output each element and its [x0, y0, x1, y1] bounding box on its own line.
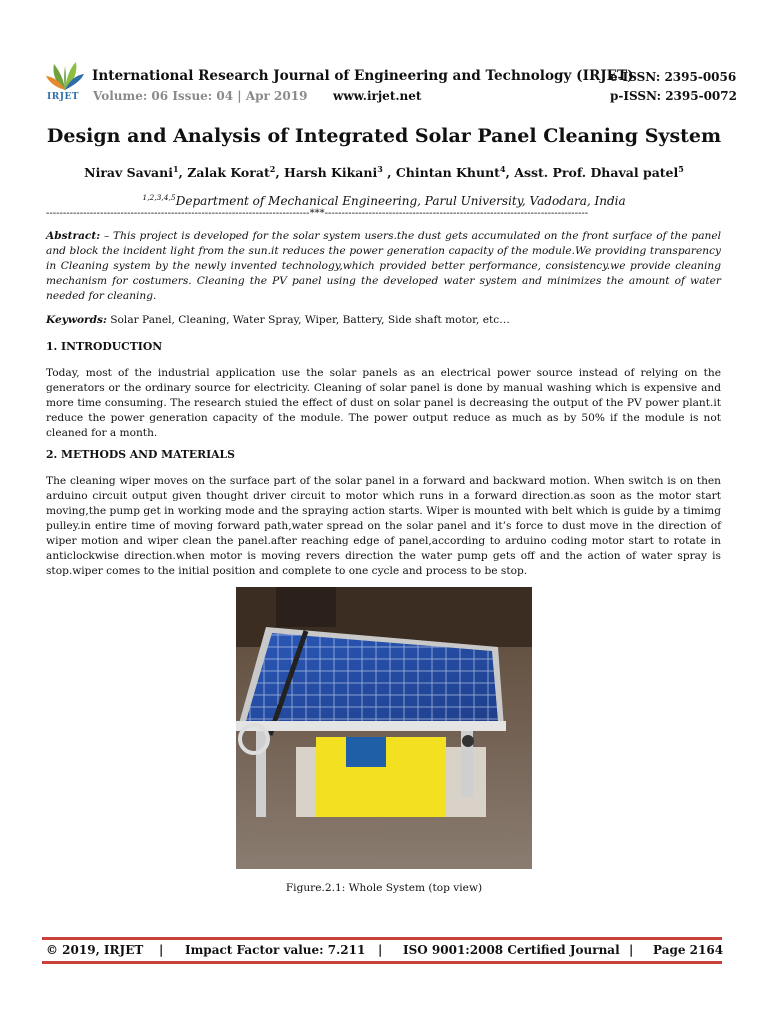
affiliation-superscript: 1,2,3,4,5: [142, 193, 176, 202]
journal-logo: [44, 60, 86, 106]
solar-system-photo: [236, 587, 532, 869]
author-separator: ,: [178, 165, 188, 181]
separator-dashes: ------------------------------------------------------------------------------: [46, 208, 310, 219]
author-separator: ,: [275, 165, 285, 181]
footer-separator: |: [378, 943, 383, 957]
section-separator: [46, 208, 722, 219]
abstract: [46, 229, 721, 304]
footer-impact-factor: Impact Factor value: 7.211: [185, 943, 366, 957]
footer-copyright: © 2019, IRJET: [46, 943, 144, 957]
author-superscript: 2: [269, 164, 276, 174]
abstract-text: – This project is developed for the solar system users.the dust gets accumulated on the front surface of the panel and block the incident light from the sun.it reduces the power generation capacity of the module.We providing transparency in Cleaning system by the newly invented technology,which provided better performance, consistency.we provide cleaning mechanism for costumers. Cleaning the PV panel using the developed water system and minimizes the amount of water needed for cleaning.: [46, 230, 721, 302]
volume-issue: Volume: 06 Issue: 04 | Apr 2019: [93, 89, 308, 103]
e-issn: e-ISSN: 2395-0056: [610, 70, 737, 84]
footer-rule-bottom: [42, 961, 722, 964]
methods-heading: 2. METHODS AND MATERIALS: [46, 448, 235, 461]
introduction-heading: 1. INTRODUCTION: [46, 340, 163, 353]
footer-iso: ISO 9001:2008 Certified Journal: [403, 943, 620, 957]
author-superscript: 5: [678, 164, 684, 174]
methods-text: The cleaning wiper moves on the surface part of the solar panel in a forward and backward motion. When switch is on then arduino circuit output given thought driver circuit to motor which runs in a forward direction.as soon as the motor start moving,the pump get in working mode and the spraying action starts. Wiper is mounted with belt which is guide by a timimg pulley.in entire time of moving forward path,water spread on the solar panel and it’s force to dust move in the direction of wiper motion and wiper clean the panel.after reaching edge of panel,according to arduino coding motor start to rotate in anticlockwise direction.when motor is moving revers direction the water pump gets off and the action of water spray is stop.wiper comes to the initial position and complete to one cycle and process to be stop.: [46, 475, 721, 577]
keywords-label: Keywords:: [46, 314, 107, 326]
keywords: [46, 313, 721, 328]
footer-rule-top: [42, 937, 722, 940]
author-separator: ,: [505, 165, 515, 181]
affiliation: [0, 193, 768, 208]
introduction-text: Today, most of the industrial application use the solar panels as an electrical power source instead of relying on the generators or the ordinary source for electricity. Cleaning of solar panel is done by manual washing which is expensive and more time consuming. The research stuied the effect of dust on solar panel is decreasing the output of the PV power plant.it reduce the power generation capacity of the module. The power output reduce as much as by 50% if the module is not cleaned for a month.: [46, 367, 721, 439]
affiliation-text: Department of Mechanical Engineering, Parul University, Vadodara, India: [175, 194, 626, 208]
author-list: [0, 164, 768, 180]
author-name: Asst. Prof. Dhaval patel: [514, 165, 679, 181]
separator-dashes: ------------------------------------------------------------------------------: [324, 208, 589, 219]
footer-separator: |: [629, 943, 634, 957]
author-superscript: 1: [172, 164, 179, 174]
logo-text: IRJET: [47, 92, 80, 102]
separator-mark: ***: [309, 208, 325, 219]
author-name: Nirav Savani: [84, 165, 173, 181]
abstract-label: Abstract:: [46, 230, 101, 242]
keywords-text: Solar Panel, Cleaning, Water Spray, Wiper, Battery, Side shaft motor, etc…: [106, 314, 510, 326]
journal-website-link[interactable]: www.irjet.net: [333, 89, 422, 103]
figure-caption: Figure.2.1: Whole System (top view): [285, 882, 483, 894]
author-superscript: 4: [499, 164, 506, 174]
author-name: Zalak Korat: [187, 165, 270, 181]
footer-separator: |: [159, 943, 164, 957]
author-superscript: 3: [377, 164, 383, 174]
paper-title: Design and Analysis of Integrated Solar Panel Cleaning System: [46, 125, 722, 147]
author-name: Harsh Kikani: [284, 165, 378, 181]
journal-title: International Research Journal of Engineering and Technology (IRJET): [92, 68, 634, 84]
footer-page-number: Page 2164: [653, 943, 724, 957]
author-separator: ,: [382, 165, 396, 181]
author-name: Chintan Khunt: [395, 165, 500, 181]
figure-photo: [236, 587, 532, 869]
p-issn: p-ISSN: 2395-0072: [610, 89, 737, 103]
